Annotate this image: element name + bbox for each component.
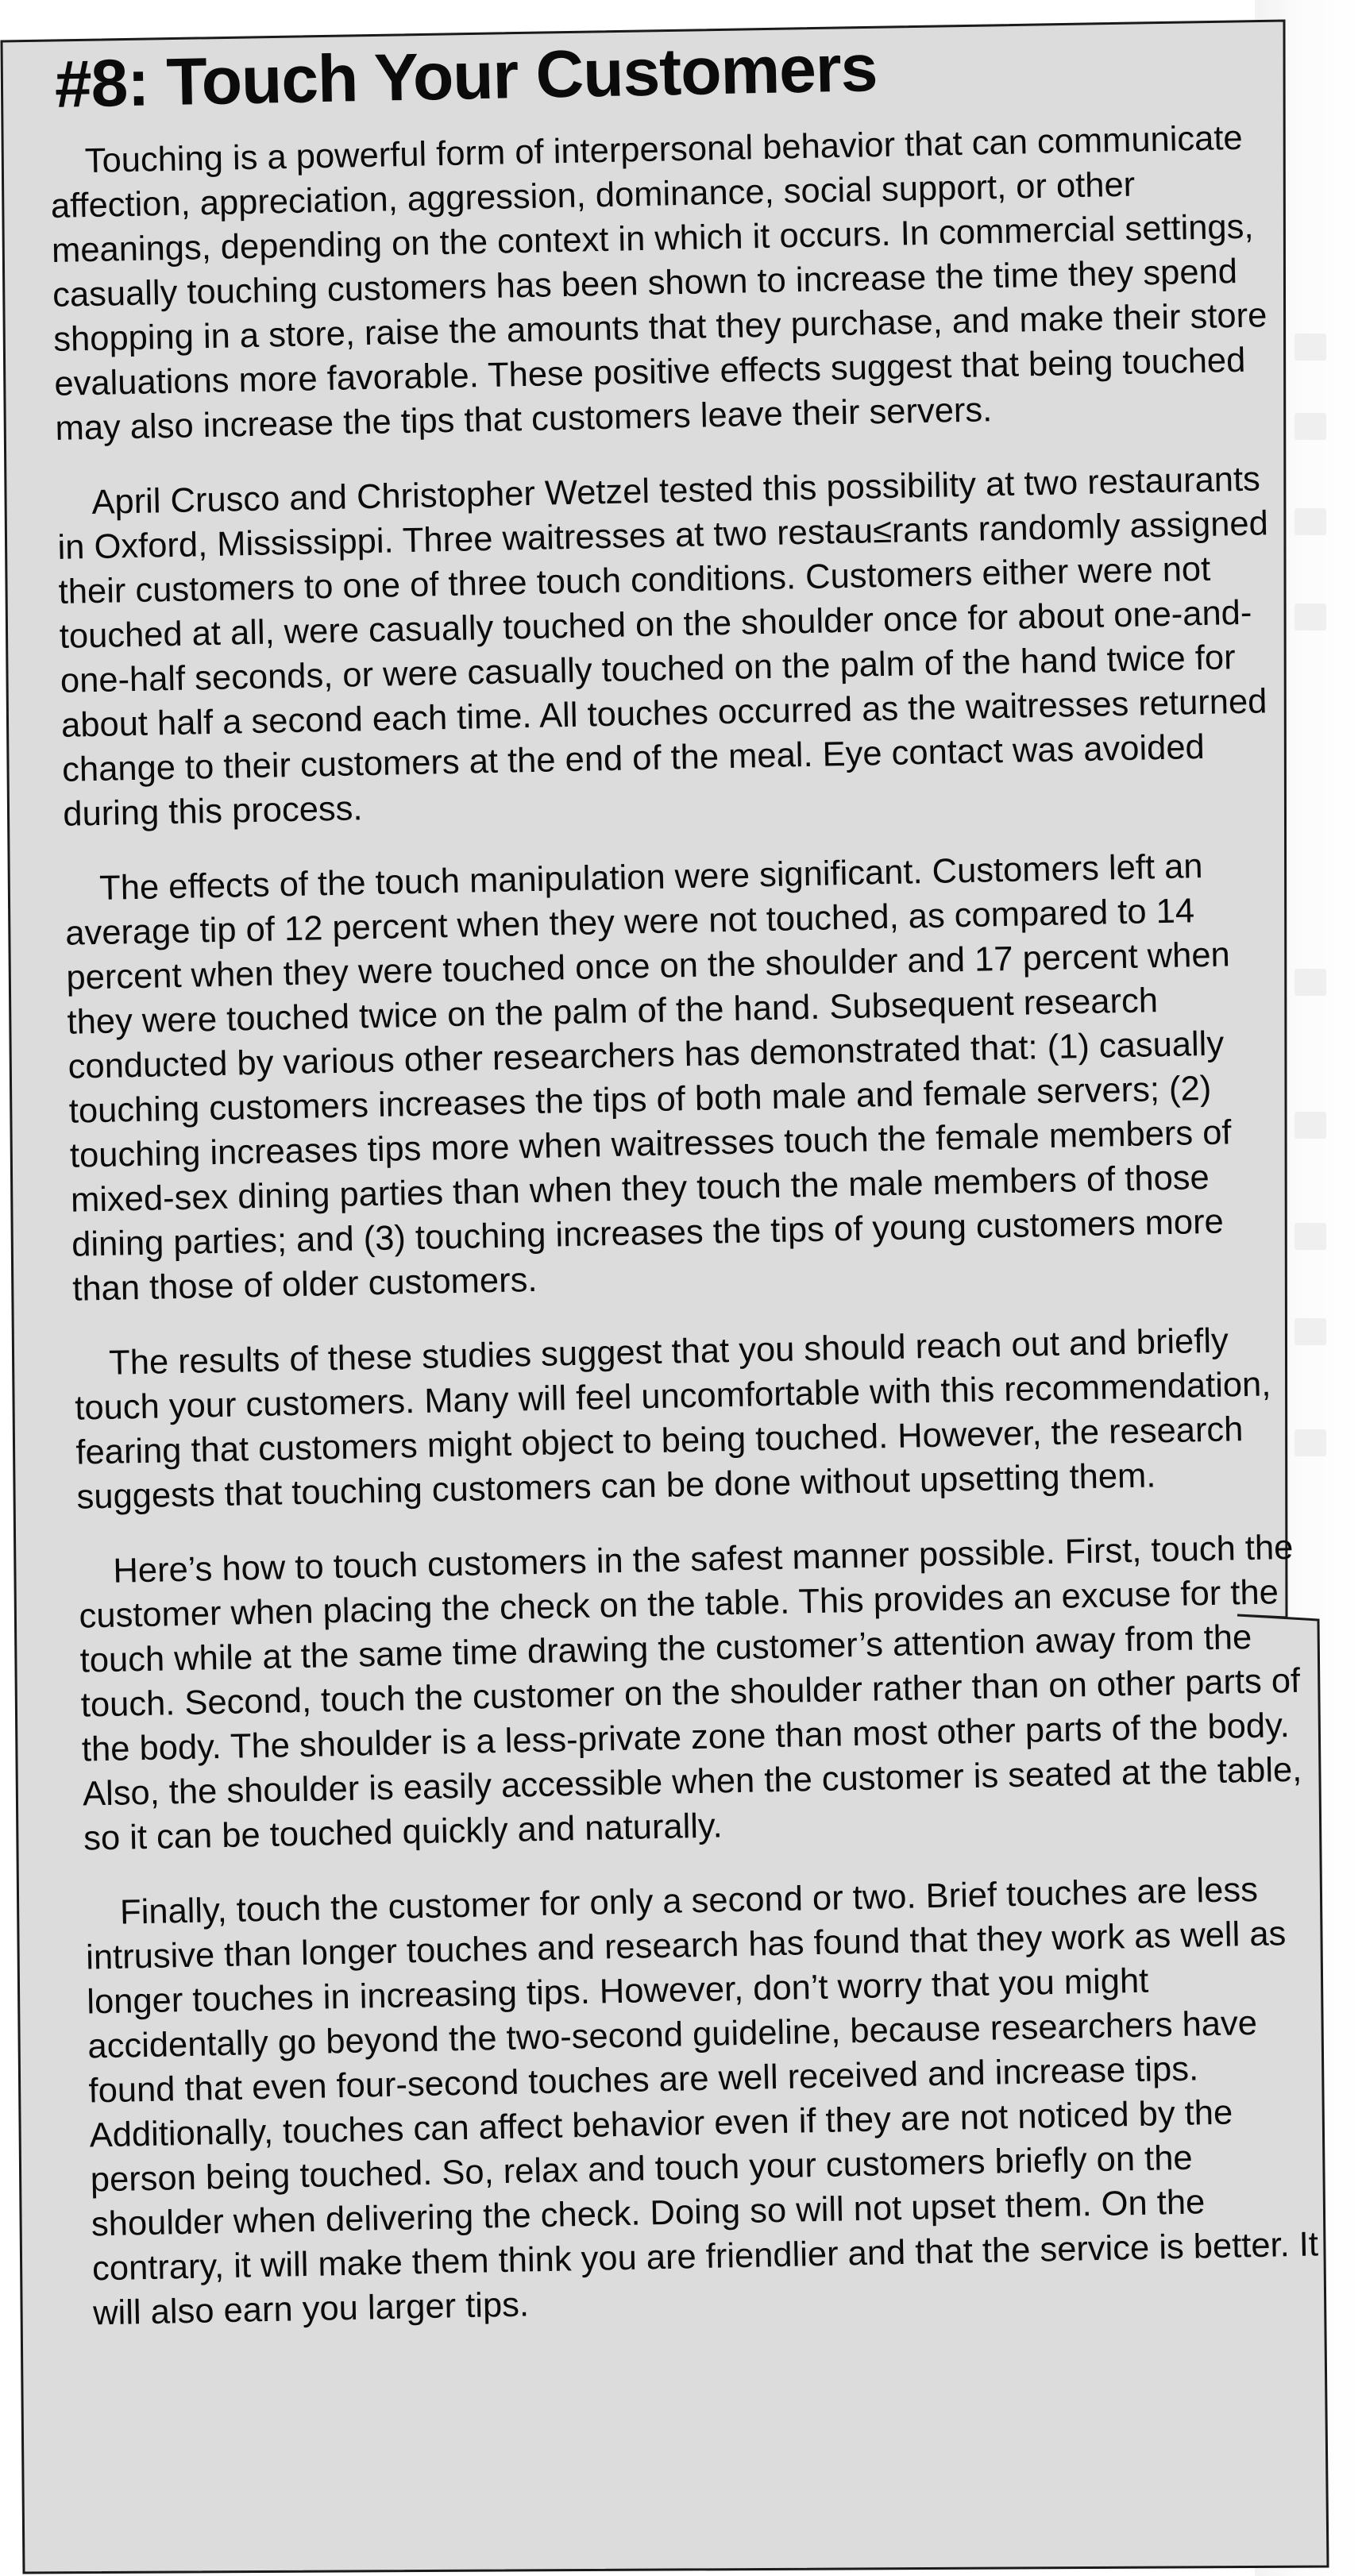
article-content	[48, 25, 1320, 2336]
paragraph-touch-effects: The effects of the touch manipulation were significant. Customers left an average tip of 12 percent when they were not touched, as compared to 14 percent when they were touched once on the shoulder and 17 percent when they were touched twice on the palm of the hand. Subsequent research conducted by various other researchers has demonstrated that: (1) casually touching customers increases the tips of both male and female servers; (2) touching increases tips more when waitresses touch the female members of mixed-sex dining parties than when they touch the male members of those dining parties; and (3) touching increases the tips of young customers more than those of older customers.	[64, 847, 1232, 1309]
paragraph-how-to-touch: Here’s how to touch customers in the safest manner possible. First, touch the customer when placing the check on the table. This provides an excuse for the touch while at the same time drawing the customer’s attention away from the touch. Second, touch the customer on the shoulder rather than on other parts of the body. The shoulder is a less-private zone than most other parts of the body. Also, the shoulder is easily accessible when the customer is seated at the table, so it can be touched quickly and naturally.	[79, 1529, 1302, 1858]
article-title: #8: Touch Your Customers	[53, 30, 878, 121]
paragraph-finally: Finally, touch the customer for only a second or two. Brief touches are less intrusive than longer touches and research has found that they work as well as longer touches in increasing tips. However, don’t worry that you might accidentally go beyond the two-second guideline, because researchers have found that even four-second touches are well received and increase tips. Additionally, touches can affect behavior even if they are not noticed by the person being touched. So, relax and touch your customers briefly on the shoulder when delivering the check. Doing so will not upset them. On the contrary, it will make them think you are friendlier and that the service is better. It will also earn you larger tips.	[85, 1871, 1319, 2333]
paragraph-touching-intro: Touching is a powerful form of interpersonal behavior that can communicate affection, appreciation, aggression, dominance, social support, or other meanings, depending on the context in which it occurs. In commercial settings, casually touching customers has been shown to increase the time they spend shopping in a store, raise the amounts that they purchase, and make their store evaluations more favorable. These positive effects suggest that being touched may also increase the tips that customers leave their servers.	[50, 119, 1267, 449]
paragraph-crusco-wetzel-study: April Crusco and Christopher Wetzel tested this possibility at two restaurants in Oxford, Mississippi. Three waitresses at two restau≤rants randomly assigned their customers to one of three touch conditions. Customers either were not touched at all, were casually touched on the shoulder once for about one-and-one-half seconds, or were casually touched on the palm of the hand twice for about half a second each time. All touches occurred as the waitresses returned change to their customers at the end of the meal. Eye contact was avoided during this process.	[57, 460, 1269, 834]
paragraph-recommendation: The results of these studies suggest that you should reach out and briefly touch your customers. Many will feel uncomfortable with this recommendation, fearing that customers might object to being touched. However, the research suggests that touching customers can be done without upsetting them.	[74, 1321, 1271, 1517]
